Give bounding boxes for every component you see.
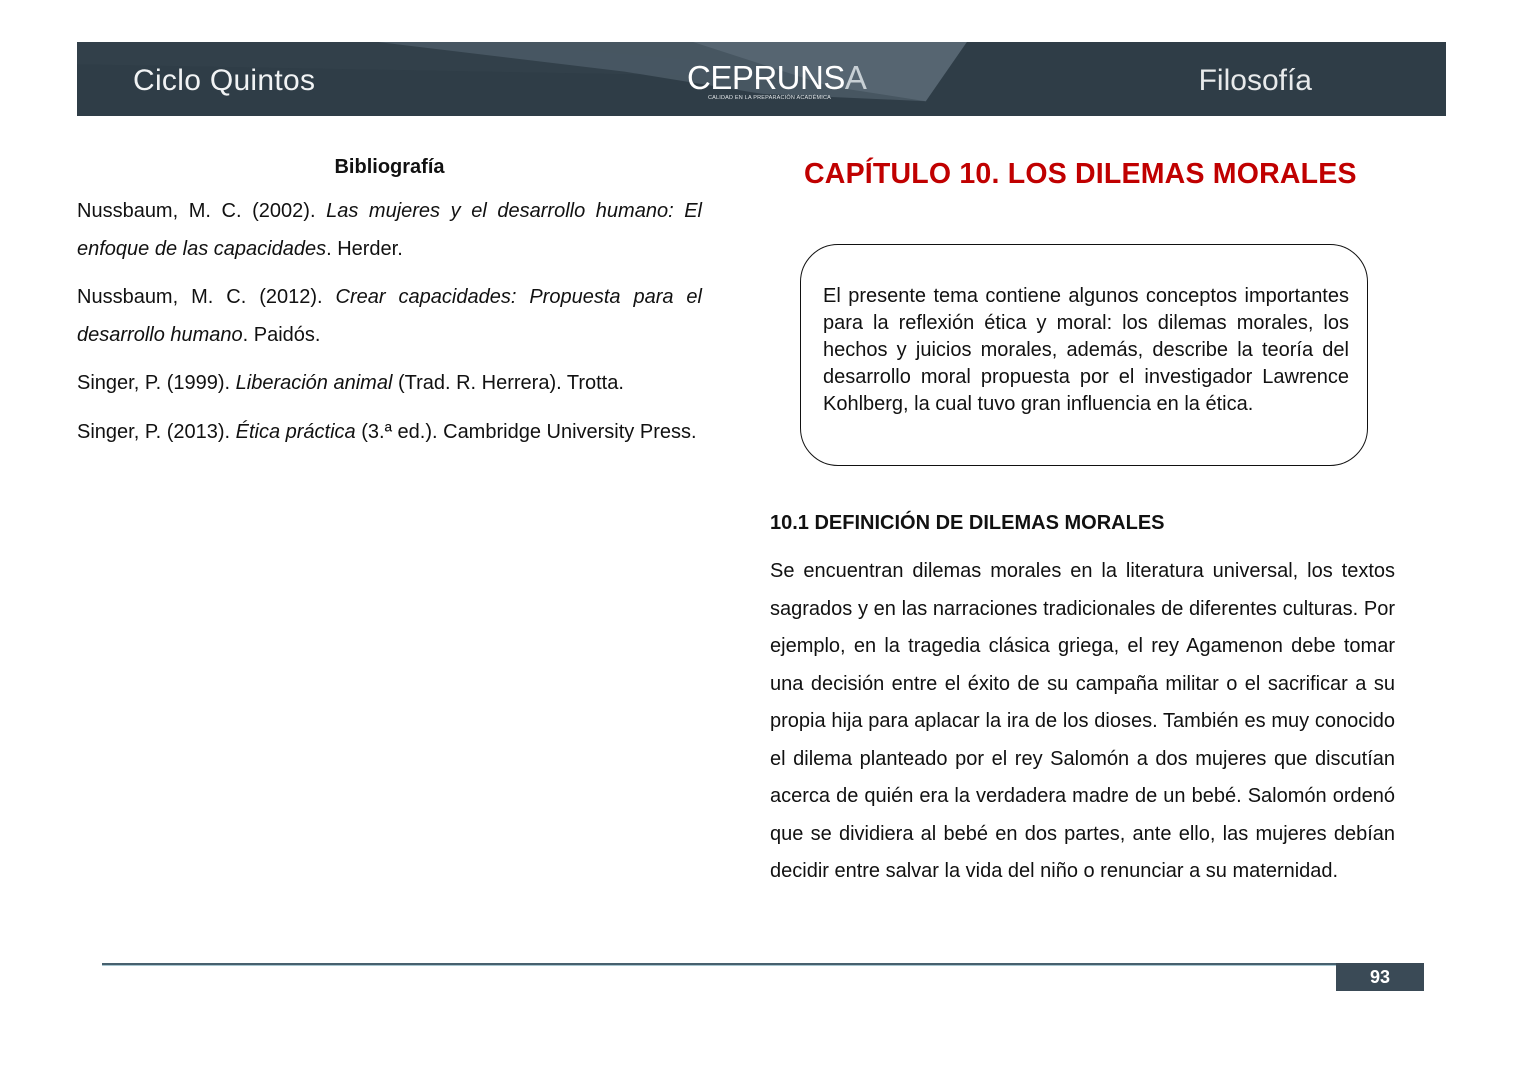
logo-wordmark-main: CEPRUNS <box>687 59 845 96</box>
reference-publisher: (3.ª ed.). Cambridge University Press. <box>355 420 697 443</box>
bibliography-heading: Bibliografía <box>334 156 445 178</box>
footer-divider <box>102 963 1424 965</box>
reference-author: Singer, P. (2013). <box>77 420 236 443</box>
chapter-intro-text: El presente tema contiene algunos conceptos importantes para la reflexión ética y moral: los dilemas morales, los hechos y juicios morales, además, describe la teoría del desarrollo moral propuesta por el investigador Lawrence Kohlberg, la cual tuvo gran influencia en la ética. <box>823 285 1349 415</box>
page-number-badge: 93 <box>1336 963 1424 991</box>
reference-author: Singer, P. (1999). <box>77 372 236 394</box>
reference-title: Las mujeres y el desarrollo humano: El enfoque de las capacidades <box>77 200 702 260</box>
reference-item <box>77 279 702 354</box>
chapter-title: CAPÍTULO 10. LOS DILEMAS MORALES <box>804 158 1357 190</box>
logo-wordmark-accent: A <box>844 59 867 96</box>
reference-publisher: (Trad. R. Herrera). Trotta. <box>392 372 624 394</box>
section-body-paragraph: Se encuentran dilemas morales en la literatura universal, los textos sagrados y en las narraciones tradicionales de diferentes culturas. Por ejemplo, en la tragedia clásica griega, el rey Agamenon debe tomar una decisión entre el éxito de su campaña militar o el sacrificar a su propia hija para aplacar la ira de los dioses. También es muy conocido el dilema planteado por el rey Salomón a dos mujeres que discutían acerca de quién era la verdadera madre de un bebé. Salomón ordenó que se dividiera al bebé en dos partes, ante ello, las mujeres debían decidir entre salvar la vida del niño o renunciar a su maternidad. <box>770 560 1395 882</box>
subject-title: Filosofía <box>1198 64 1312 97</box>
section-heading: 10.1 DEFINICIÓN DE DILEMAS MORALES <box>770 512 1165 534</box>
reference-item <box>77 365 702 403</box>
bibliography-column <box>77 150 702 462</box>
reference-title: Crear capacidades: Propuesta para el desarrollo humano <box>77 286 702 346</box>
reference-item <box>77 193 702 268</box>
logo-tagline: CALIDAD EN LA PREPARACIÓN ACADÉMICA <box>707 95 832 101</box>
logo-wordmark <box>687 59 867 96</box>
chapter-intro-box <box>800 244 1368 466</box>
reference-publisher: . Paidós. <box>242 323 321 346</box>
page-header-banner <box>77 42 1446 116</box>
reference-author: Nussbaum, M. C. (2012). <box>77 286 336 308</box>
reference-title: Ética práctica <box>235 420 356 443</box>
reference-item <box>77 414 702 452</box>
ceprunsa-logo <box>687 59 867 101</box>
reference-title: Liberación animal <box>235 372 393 394</box>
reference-author: Nussbaum, M. C. (2002). <box>77 200 327 222</box>
reference-publisher: . Herder. <box>326 237 403 260</box>
course-cycle-title: Ciclo Quintos <box>133 64 316 97</box>
